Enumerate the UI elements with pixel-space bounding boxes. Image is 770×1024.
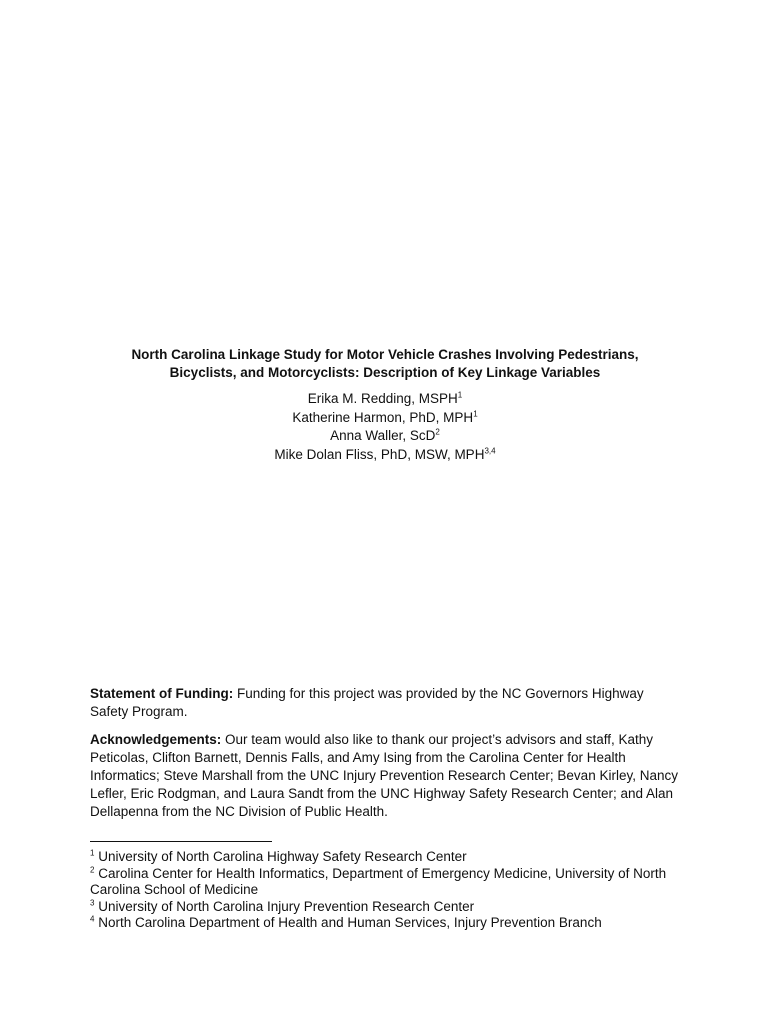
- author-affiliation: 1: [473, 409, 478, 418]
- document-title: [90, 346, 680, 382]
- acknowledgements-text: Our team would also like to thank our project’s advisors and staff, Kathy Peticolas, Clifton Barnett, Dennis Falls, and Amy Ising from the Carolina Center for Health Informatics; Steve Marshall from the UNC Injury Prevention Research Center; Bevan Kirley, Nancy Lefler, Eric Rodgman, and Laura Sandt from the UNC Highway Safety Research Center; and Alan Dellapenna from the NC Division of Public Health.: [90, 732, 678, 819]
- acknowledgements-label: Acknowledgements:: [90, 732, 222, 747]
- author-name: Erika M. Redding, MSPH: [307, 391, 458, 406]
- author-name: Katherine Harmon, PhD, MPH: [292, 409, 474, 425]
- funding-label: Statement of Funding:: [90, 686, 234, 701]
- funding-text: Funding for this project was provided by the NC Governors Highway Safety Program.: [90, 686, 644, 719]
- author-name: Anna Waller, ScD: [330, 428, 436, 443]
- footnotes: [90, 849, 682, 932]
- author-name: Mike Dolan Fliss, PhD, MSW, MPH: [274, 446, 485, 462]
- author-2: [90, 409, 680, 428]
- footnote-3: [90, 899, 682, 916]
- author-list: [90, 390, 680, 464]
- footnote-1: [90, 849, 682, 866]
- footnote-separator: [90, 841, 272, 842]
- footnote-number: 2: [90, 865, 95, 874]
- acknowledgements-paragraph: [90, 731, 682, 821]
- author-4: [90, 446, 680, 465]
- footnote-text: University of North Carolina Injury Prevention Research Center: [94, 898, 475, 914]
- funding-statement: [90, 685, 682, 721]
- author-1: [90, 390, 680, 409]
- author-affiliation: 3,4: [484, 446, 496, 455]
- title-line-1: North Carolina Linkage Study for Motor Vehicle Crashes Involving Pedestrians,: [131, 347, 639, 362]
- author-affiliation: 2: [435, 427, 440, 437]
- footnote-text: University of North Carolina Highway Safety Research Center: [94, 849, 467, 864]
- author-3: [90, 427, 680, 446]
- footnote-number: 4: [90, 914, 95, 924]
- footnote-text: Carolina Center for Health Informatics, Department of Emergency Medicine, University of North Carolina School of Medicine: [90, 865, 667, 897]
- title-line-2: Bicyclists, and Motorcyclists: Description of Key Linkage Variables: [169, 365, 601, 380]
- footnote-2: [90, 866, 682, 899]
- author-affiliation: 1: [457, 390, 463, 400]
- footnote-number: 3: [90, 898, 95, 907]
- footnote-text: North Carolina Department of Health and Human Services, Injury Prevention Branch: [94, 915, 602, 930]
- footnote-4: [90, 915, 682, 932]
- footnote-number: 1: [90, 848, 95, 858]
